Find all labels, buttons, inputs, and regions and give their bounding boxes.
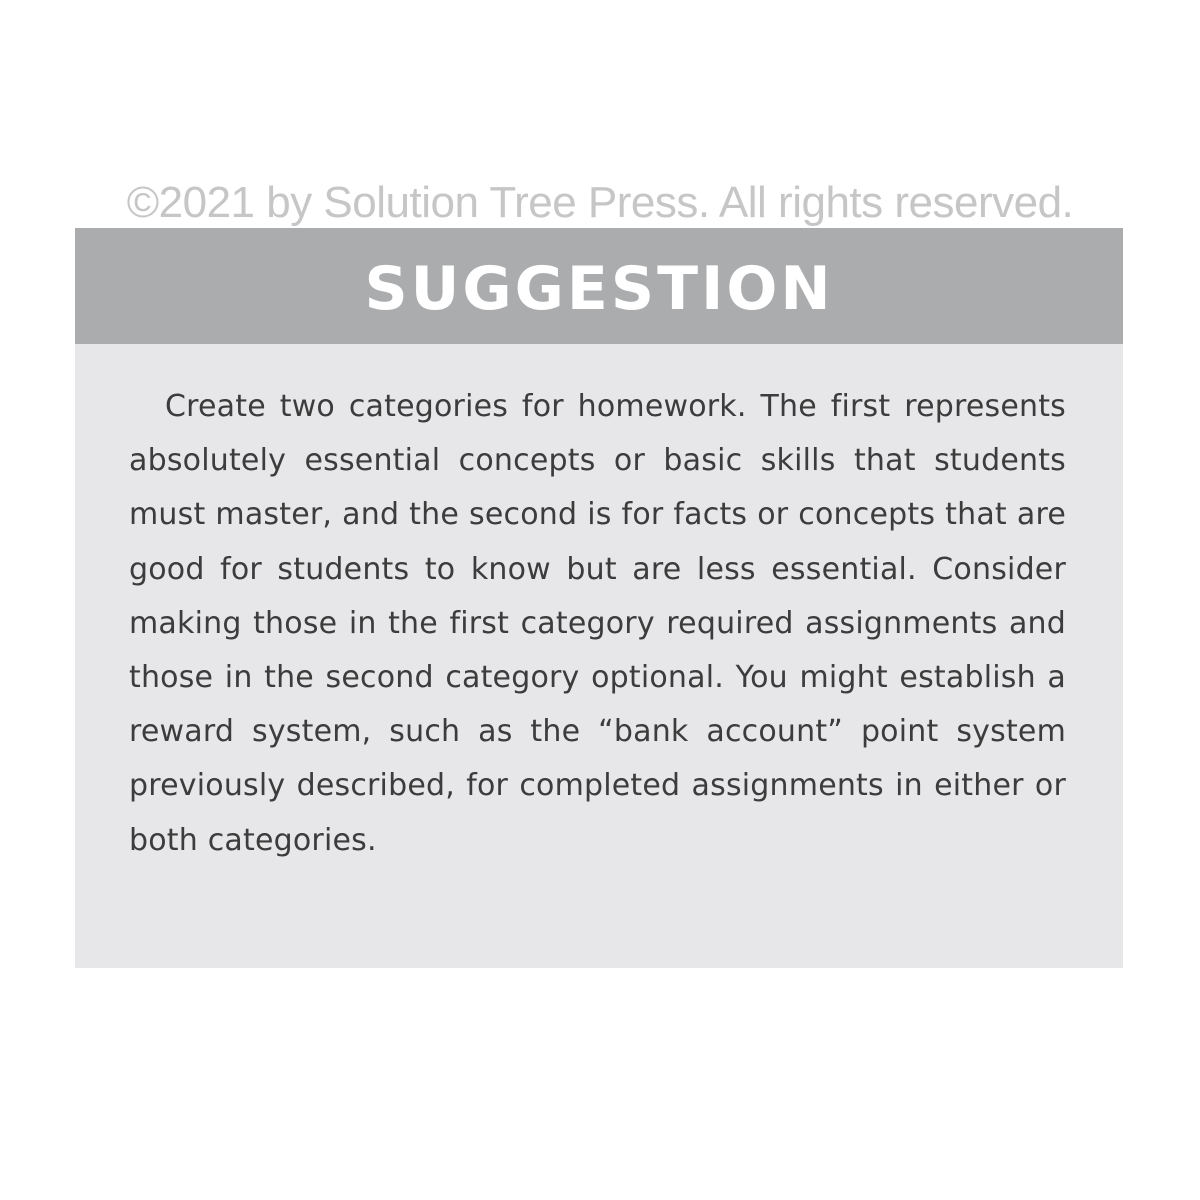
suggestion-header — [75, 228, 1123, 344]
suggestion-box — [75, 228, 1123, 968]
suggestion-title: SUGGESTION — [364, 254, 834, 324]
suggestion-text: Create two categories for homework. The first represents absolutely essential concepts or basic skills that students must master, and the second is for facts or concepts that are good for students to know but are less essential. Consider making those in the first category required assignments and those in the second category optional. You might establish a reward system, such as the “bank account” point system previously described, for completed assignments in either or both categories. — [129, 389, 1066, 858]
copyright-watermark: ©2021 by Solution Tree Press. All rights reserved. — [126, 178, 1074, 227]
suggestion-body — [75, 344, 1123, 868]
